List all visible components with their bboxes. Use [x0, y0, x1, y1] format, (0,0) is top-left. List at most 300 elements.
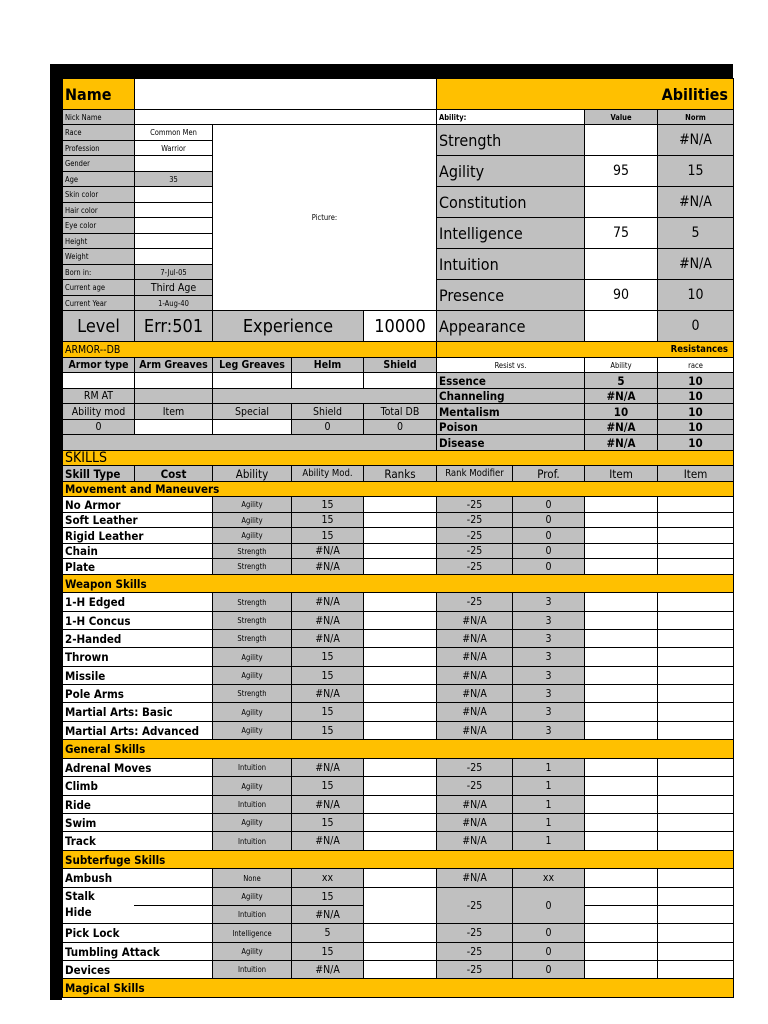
skill-ability-mod: #N/A: [291, 795, 364, 814]
skill-rank-modifier: #N/A: [436, 868, 513, 888]
skill-item-input[interactable]: [657, 960, 734, 979]
skill-ability: Agility: [212, 942, 292, 961]
skill-group-title: Subterfuge Skills: [62, 850, 734, 869]
skills-col-header: Ability Mod.: [291, 465, 364, 482]
armor-section-title: ARMOR--DB: [62, 341, 437, 358]
skill-prof: 3: [512, 666, 585, 685]
skill-rank-modifier: #N/A: [436, 795, 513, 814]
armor-header: Shield: [363, 357, 437, 373]
armor-subheader: Special: [212, 403, 292, 420]
skill-item-input[interactable]: [584, 960, 658, 979]
skill-ability: Agility: [212, 647, 292, 667]
rm-at-label: RM AT: [62, 388, 135, 404]
skill-item-input[interactable]: [657, 795, 734, 814]
resist-name: Essence: [436, 372, 585, 389]
skill-name: Chain: [62, 543, 213, 559]
skill-ranks-input[interactable]: [363, 776, 437, 796]
skill-ability-mod: 5: [291, 923, 364, 943]
skill-item-input[interactable]: [657, 647, 734, 667]
skill-prof: 0: [512, 942, 585, 961]
skill-ability: Intuition: [212, 905, 292, 924]
skill-prof: 3: [512, 684, 585, 703]
ability-value[interactable]: 95: [584, 155, 658, 187]
resist-ability: #N/A: [584, 434, 658, 451]
info-value[interactable]: 1-Aug-40: [134, 295, 213, 311]
ability-col-header: Ability:: [436, 109, 585, 125]
skill-item-input[interactable]: [657, 558, 734, 575]
skill-ability-mod: #N/A: [291, 684, 364, 703]
nickname-input[interactable]: [134, 109, 437, 125]
info-label: Profession: [62, 140, 135, 156]
skill-rank-modifier: -25: [436, 887, 513, 924]
skill-item-input[interactable]: [584, 942, 658, 961]
info-label: Current age: [62, 279, 135, 296]
skill-item-input[interactable]: [584, 647, 658, 667]
skill-ability-mod: 15: [291, 512, 364, 528]
picture-box[interactable]: Picture:: [212, 124, 437, 311]
armor-input[interactable]: [291, 372, 364, 389]
skill-rank-modifier: -25: [436, 527, 513, 544]
skill-item-input[interactable]: [657, 721, 734, 740]
info-value[interactable]: [134, 202, 213, 218]
skills-col-header: Skill Type: [62, 465, 135, 482]
skill-ranks-input[interactable]: [363, 702, 437, 722]
skills-section-title: SKILLS: [62, 450, 734, 466]
skill-item-input[interactable]: [657, 905, 734, 924]
skill-ability: Strength: [212, 684, 292, 703]
info-label: Height: [62, 233, 135, 249]
info-value[interactable]: 35: [134, 171, 213, 187]
resist-race: 10: [657, 372, 734, 389]
info-label: Gender: [62, 155, 135, 172]
ability-name: Appearance: [436, 310, 585, 342]
skill-item-input[interactable]: [657, 496, 734, 513]
resist-race-header: race: [657, 357, 734, 373]
skill-item-input[interactable]: [584, 496, 658, 513]
skill-ability: Intuition: [212, 831, 292, 851]
skill-item-input[interactable]: [657, 684, 734, 703]
armor-subheader: Shield: [291, 403, 364, 420]
armor-subheader: Total DB: [363, 403, 437, 420]
skill-name: Ride: [62, 795, 213, 814]
skill-name: 1-H Edged: [62, 592, 213, 612]
armor-subvalue[interactable]: [134, 419, 213, 435]
skills-col-header: Cost: [134, 465, 213, 482]
skill-item-input[interactable]: [584, 905, 658, 924]
skill-ranks-input[interactable]: [363, 813, 437, 832]
armor-subheader: Item: [134, 403, 213, 420]
experience-label: Experience: [212, 310, 364, 342]
skill-item-input[interactable]: [657, 758, 734, 777]
skill-rank-modifier: #N/A: [436, 702, 513, 722]
skill-name: Plate: [62, 558, 213, 575]
info-label: Skin color: [62, 186, 135, 203]
skill-item-input[interactable]: [584, 776, 658, 796]
skill-group-title: General Skills: [62, 739, 734, 759]
skill-name: Missile: [62, 666, 213, 685]
skill-item-input[interactable]: [584, 923, 658, 943]
skill-rank-modifier: -25: [436, 512, 513, 528]
skill-item-input[interactable]: [657, 611, 734, 630]
skill-item-input[interactable]: [584, 543, 658, 559]
norm-col-header: Norm: [657, 109, 734, 125]
skill-ability: Strength: [212, 592, 292, 612]
skill-prof: 1: [512, 831, 585, 851]
skill-ability: Agility: [212, 813, 292, 832]
skill-rank-modifier: -25: [436, 923, 513, 943]
ability-value[interactable]: 75: [584, 217, 658, 249]
ability-name: Presence: [436, 279, 585, 311]
info-value[interactable]: [134, 155, 213, 172]
skill-name: Devices: [62, 960, 213, 979]
skill-ranks-input[interactable]: [363, 527, 437, 544]
skill-prof: 0: [512, 543, 585, 559]
skill-item-input[interactable]: [657, 527, 734, 544]
resist-race: 10: [657, 403, 734, 420]
skill-name: Pick Lock: [62, 923, 213, 943]
armor-input[interactable]: [134, 372, 213, 389]
ability-value[interactable]: [584, 248, 658, 280]
skill-ability-mod: 15: [291, 666, 364, 685]
skill-ability: Agility: [212, 776, 292, 796]
skill-rank-modifier: #N/A: [436, 666, 513, 685]
skill-name: No Armor: [62, 496, 213, 513]
skill-name: Hide: [65, 905, 92, 919]
armor-subvalue: 0: [291, 419, 364, 435]
skill-group-title: Movement and Maneuvers: [62, 481, 734, 497]
ability-value[interactable]: 90: [584, 279, 658, 311]
skill-prof: 1: [512, 795, 585, 814]
skill-ranks-input[interactable]: [363, 684, 437, 703]
rm-at-blank-wide: [212, 388, 437, 404]
skill-ability: Strength: [212, 611, 292, 630]
skill-item-input[interactable]: [584, 868, 658, 888]
info-label: Current Year: [62, 295, 135, 311]
sheet-left-border: [50, 64, 62, 1000]
info-value[interactable]: [134, 217, 213, 234]
skills-col-header: Prof.: [512, 465, 585, 482]
resist-ability-header: Ability: [584, 357, 658, 373]
skill-item-input[interactable]: [657, 868, 734, 888]
skill-item-input[interactable]: [584, 721, 658, 740]
skill-ranks-input[interactable]: [363, 629, 437, 648]
skill-rank-modifier: -25: [436, 496, 513, 513]
skill-ability-mod: 15: [291, 496, 364, 513]
skill-item-input[interactable]: [584, 629, 658, 648]
skill-name: Thrown: [62, 647, 213, 667]
skill-ability-mod: 15: [291, 942, 364, 961]
skill-item-input[interactable]: [584, 527, 658, 544]
resist-name: Channeling: [436, 388, 585, 404]
skill-ranks-input[interactable]: [363, 721, 437, 740]
skill-item-input[interactable]: [584, 702, 658, 722]
skill-ability-mod: xx: [291, 868, 364, 888]
skill-ability-mod: 15: [291, 776, 364, 796]
skill-name: Tumbling Attack: [62, 942, 213, 961]
resist-race: 10: [657, 388, 734, 404]
skill-ability-mod: 15: [291, 813, 364, 832]
armor-header: Helm: [291, 357, 364, 373]
skill-item-input[interactable]: [657, 629, 734, 648]
skill-rank-modifier: -25: [436, 543, 513, 559]
skill-ranks-input[interactable]: [363, 795, 437, 814]
skill-prof: 0: [512, 887, 585, 924]
resistances-title: Resistances: [436, 341, 734, 358]
skill-ability-mod: 15: [291, 527, 364, 544]
ability-name: Agility: [436, 155, 585, 187]
experience-value[interactable]: 10000: [363, 310, 437, 342]
armor-header: Armor type: [62, 357, 135, 373]
skill-ability: Intuition: [212, 795, 292, 814]
ability-name: Constitution: [436, 186, 585, 218]
skill-prof: 1: [512, 776, 585, 796]
abilities-title: Abilities: [436, 78, 734, 110]
rm-at-blank: [134, 388, 213, 404]
skill-prof: 0: [512, 960, 585, 979]
sheet-top-border: [50, 64, 733, 78]
skill-ranks-input[interactable]: [363, 758, 437, 777]
resist-col-header: Resist vs.: [436, 357, 585, 373]
info-label: Race: [62, 124, 135, 141]
skill-name: 1-H Concus: [62, 611, 213, 630]
name-label: Name: [62, 78, 135, 110]
skill-prof: 1: [512, 813, 585, 832]
skill-ability-mod: 15: [291, 647, 364, 667]
info-value[interactable]: Warrior: [134, 140, 213, 156]
resist-ability: #N/A: [584, 419, 658, 435]
skill-rank-modifier: #N/A: [436, 629, 513, 648]
level-value: Err:501: [134, 310, 213, 342]
skill-item-input[interactable]: [657, 923, 734, 943]
resist-ability: 5: [584, 372, 658, 389]
ability-value[interactable]: [584, 310, 658, 342]
ability-name: Intuition: [436, 248, 585, 280]
skill-item-input[interactable]: [584, 795, 658, 814]
skill-name: Track: [62, 831, 213, 851]
skill-name: Stalk: [65, 889, 95, 903]
skill-item-input[interactable]: [657, 887, 734, 906]
skill-prof: 3: [512, 647, 585, 667]
stalk-hide-divider: [134, 905, 212, 906]
skills-col-header: Item: [657, 465, 734, 482]
skill-prof: 0: [512, 512, 585, 528]
skill-ability: Agility: [212, 887, 292, 906]
skill-item-input[interactable]: [657, 831, 734, 851]
skill-ability: Strength: [212, 629, 292, 648]
skill-ranks-input[interactable]: [363, 666, 437, 685]
skill-prof: 3: [512, 611, 585, 630]
skill-ability: Strength: [212, 543, 292, 559]
skill-ranks-input[interactable]: [363, 960, 437, 979]
ability-norm: #N/A: [657, 248, 734, 280]
skill-prof: 0: [512, 527, 585, 544]
skill-ability-mod: #N/A: [291, 558, 364, 575]
ability-norm: 0: [657, 310, 734, 342]
skill-prof: xx: [512, 868, 585, 888]
info-value[interactable]: Third Age: [134, 279, 213, 296]
skill-ranks-input[interactable]: [363, 543, 437, 559]
resist-name: Disease: [436, 434, 585, 451]
skill-ability-mod: 15: [291, 721, 364, 740]
skill-item-input[interactable]: [584, 831, 658, 851]
skill-item-input[interactable]: [657, 942, 734, 961]
skill-rank-modifier: #N/A: [436, 831, 513, 851]
skill-name: Climb: [62, 776, 213, 796]
skill-ability: None: [212, 868, 292, 888]
skill-rank-modifier: -25: [436, 960, 513, 979]
skill-ranks-input[interactable]: [363, 831, 437, 851]
skill-ability-mod: #N/A: [291, 905, 364, 924]
skill-rank-modifier: -25: [436, 558, 513, 575]
skill-rank-modifier: -25: [436, 758, 513, 777]
armor-blank-row: [62, 434, 437, 451]
skill-prof: 0: [512, 496, 585, 513]
skill-item-input[interactable]: [657, 776, 734, 796]
skill-ranks-input[interactable]: [363, 611, 437, 630]
skill-rank-modifier: #N/A: [436, 684, 513, 703]
skills-col-header: Rank Modifier: [436, 465, 513, 482]
skill-name: Soft Leather: [62, 512, 213, 528]
skill-name: Adrenal Moves: [62, 758, 213, 777]
armor-input[interactable]: [62, 372, 135, 389]
info-value[interactable]: Common Men: [134, 124, 213, 141]
skill-rank-modifier: -25: [436, 592, 513, 612]
skill-name: Martial Arts: Basic: [62, 702, 213, 722]
ability-name: Intelligence: [436, 217, 585, 249]
resist-ability: 10: [584, 403, 658, 420]
ability-norm: 10: [657, 279, 734, 311]
resist-race: 10: [657, 434, 734, 451]
info-label: Age: [62, 171, 135, 187]
skill-rank-modifier: #N/A: [436, 721, 513, 740]
skill-name: 2-Handed: [62, 629, 213, 648]
skill-prof: 3: [512, 721, 585, 740]
skill-item-input[interactable]: [657, 813, 734, 832]
value-col-header: Value: [584, 109, 658, 125]
skill-name: Pole Arms: [62, 684, 213, 703]
skill-item-input[interactable]: [657, 543, 734, 559]
armor-subvalue[interactable]: [212, 419, 292, 435]
skill-name: Martial Arts: Advanced: [62, 721, 213, 740]
skill-name: Ambush: [62, 868, 213, 888]
ability-value[interactable]: [584, 124, 658, 156]
armor-header: Arm Greaves: [134, 357, 213, 373]
skill-ability-mod: 15: [291, 702, 364, 722]
info-value[interactable]: [134, 186, 213, 203]
skill-ability: Intuition: [212, 758, 292, 777]
skill-item-input[interactable]: [584, 611, 658, 630]
skill-rank-modifier: #N/A: [436, 813, 513, 832]
armor-input[interactable]: [212, 372, 292, 389]
skill-prof: 3: [512, 629, 585, 648]
skill-ability-mod: #N/A: [291, 758, 364, 777]
skill-item-input[interactable]: [584, 512, 658, 528]
skill-item-input[interactable]: [584, 813, 658, 832]
skill-ability-mod: 15: [291, 887, 364, 906]
armor-input[interactable]: [363, 372, 437, 389]
skill-ability: Agility: [212, 496, 292, 513]
ability-norm: #N/A: [657, 186, 734, 218]
skills-col-header: Item: [584, 465, 658, 482]
ability-value[interactable]: [584, 186, 658, 218]
skill-ability: Strength: [212, 558, 292, 575]
skill-ranks-input[interactable]: [363, 887, 437, 924]
armor-subheader: Ability mod: [62, 403, 135, 420]
skill-ability: Agility: [212, 512, 292, 528]
resist-name: Mentalism: [436, 403, 585, 420]
armor-subvalue: 0: [62, 419, 135, 435]
ability-name: Strength: [436, 124, 585, 156]
skill-ability: Agility: [212, 702, 292, 722]
skill-prof: 3: [512, 592, 585, 612]
skill-rank-modifier: #N/A: [436, 611, 513, 630]
armor-header: Leg Greaves: [212, 357, 292, 373]
skill-rank-modifier: #N/A: [436, 647, 513, 667]
skill-ability-mod: #N/A: [291, 831, 364, 851]
skill-item-input[interactable]: [657, 512, 734, 528]
skill-prof: 3: [512, 702, 585, 722]
info-value[interactable]: [134, 233, 213, 249]
resist-race: 10: [657, 419, 734, 435]
skill-ranks-input[interactable]: [363, 923, 437, 943]
skill-ability: Intuition: [212, 960, 292, 979]
skill-name: Rigid Leather: [62, 527, 213, 544]
info-value[interactable]: 7-Jul-05: [134, 264, 213, 280]
info-value[interactable]: [134, 248, 213, 265]
skill-item-input[interactable]: [657, 666, 734, 685]
skills-col-header: Ranks: [363, 465, 437, 482]
skill-ability-mod: #N/A: [291, 611, 364, 630]
skill-prof: 0: [512, 923, 585, 943]
ability-norm: #N/A: [657, 124, 734, 156]
skill-ability-mod: #N/A: [291, 960, 364, 979]
skill-item-input[interactable]: [584, 558, 658, 575]
info-label: Eye color: [62, 217, 135, 234]
info-label: Nick Name: [62, 109, 135, 125]
skill-ability: Intelligence: [212, 923, 292, 943]
skill-group-title: Magical Skills: [62, 978, 734, 998]
skill-item-input[interactable]: [584, 592, 658, 612]
skill-ranks-input[interactable]: [363, 868, 437, 888]
skill-item-input[interactable]: [584, 666, 658, 685]
skill-ability: Agility: [212, 527, 292, 544]
skill-item-input[interactable]: [584, 887, 658, 906]
skill-ranks-input[interactable]: [363, 558, 437, 575]
info-label: Born in:: [62, 264, 135, 280]
skill-ability-mod: #N/A: [291, 543, 364, 559]
skill-group-title: Weapon Skills: [62, 574, 734, 593]
skills-col-header: Ability: [212, 465, 292, 482]
skill-ranks-input[interactable]: [363, 512, 437, 528]
skill-name: Swim: [62, 813, 213, 832]
resist-name: Poison: [436, 419, 585, 435]
skill-item-input[interactable]: [657, 592, 734, 612]
skill-ability: Agility: [212, 666, 292, 685]
info-label: Weight: [62, 248, 135, 265]
skill-item-input[interactable]: [584, 684, 658, 703]
skill-ranks-input[interactable]: [363, 592, 437, 612]
skill-ability: Agility: [212, 721, 292, 740]
skill-item-input[interactable]: [657, 702, 734, 722]
skill-ranks-input[interactable]: [363, 496, 437, 513]
skill-prof: 1: [512, 758, 585, 777]
skill-rank-modifier: -25: [436, 776, 513, 796]
skill-item-input[interactable]: [584, 758, 658, 777]
skill-ranks-input[interactable]: [363, 942, 437, 961]
skill-prof: 0: [512, 558, 585, 575]
name-input[interactable]: [134, 78, 437, 110]
skill-ranks-input[interactable]: [363, 647, 437, 667]
